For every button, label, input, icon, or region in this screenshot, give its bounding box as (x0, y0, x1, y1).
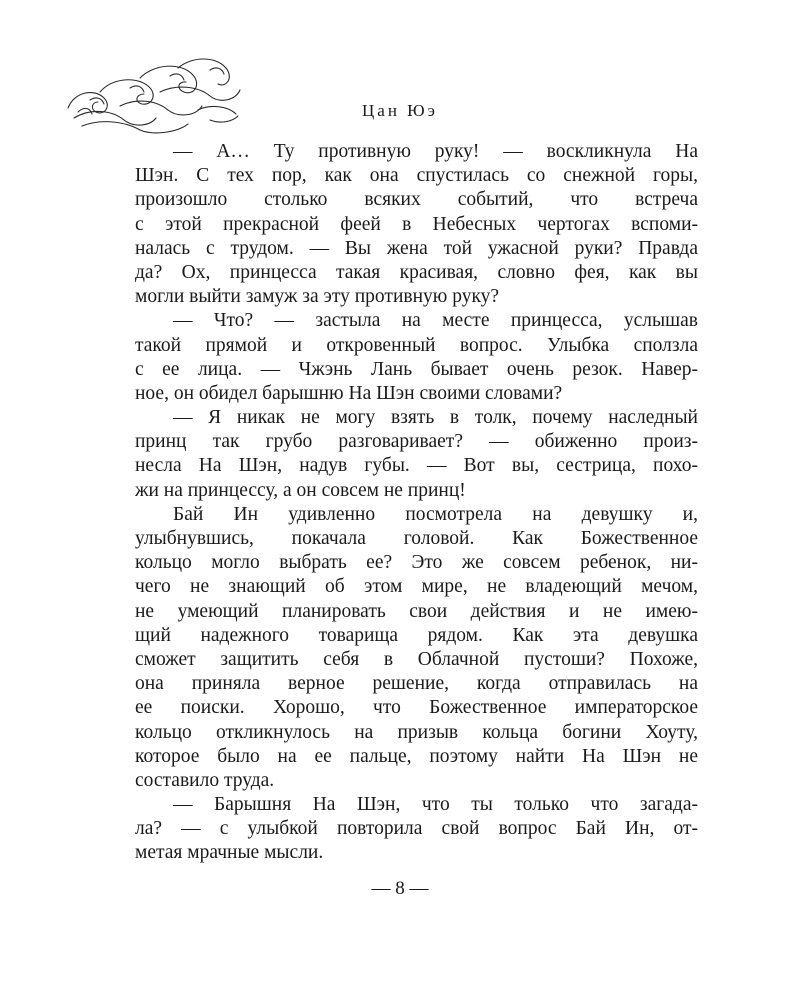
text-line: такой прямой и откровенный вопрос. Улыбка сползла (135, 334, 698, 356)
paragraph (135, 793, 698, 866)
text-line: ное, он обидел барышню На Шэн своими словами? (135, 382, 563, 404)
text-line: улыбнувшись, покачала головой. Как Божественное (135, 528, 698, 549)
running-head: Цан Юэ (362, 101, 438, 120)
text-line: Бай Ин удивленно посмотрела на девушку и, (173, 503, 698, 525)
text-line: налась с трудом. — Вы жена той ужасной руки? Правда (135, 237, 698, 259)
text-line: — А… Ту противную руку! — воскликнула На (173, 141, 698, 162)
text-line: Шэн. С тех пор, как она спустилась со снежной горы, (135, 165, 698, 187)
paragraph (135, 406, 698, 503)
text-line: которое было на ее пальце, поэтому найти На Шэн не (135, 745, 698, 767)
text-line: составило труда. (135, 769, 275, 791)
text-line: ла? — с улыбкой повторила свой вопрос Бай Ин, от- (135, 818, 698, 840)
paragraph (135, 503, 698, 793)
text-line: чего не знающий об этом мире, не владеющий мечом, (135, 576, 698, 598)
text-line: — Я никак не могу взять в толк, почему наследный (173, 407, 698, 429)
text-line: несла На Шэн, надув губы. — Вот вы, сестрица, похо- (135, 455, 698, 477)
text-line: щий надежного товарища рядом. Как эта девушка (135, 624, 698, 646)
text-line: кольцо могло выбрать ее? Это же совсем ребенок, ни- (135, 552, 698, 574)
cloud-wave-ornament-icon (60, 48, 250, 136)
text-line: кольцо откликнулось на призыв кольца богини Хоуту, (135, 721, 698, 743)
text-line: да? Ох, принцесса такая красивая, словно фея, как вы (135, 261, 698, 283)
text-line: с этой прекрасной феей в Небесных чертогах вспоми- (135, 213, 698, 235)
text-line: — Барышня На Шэн, что ты только что загада- (173, 794, 698, 816)
text-line: с ее лица. — Чжэнь Лань бывает очень резок. Навер- (135, 358, 698, 380)
text-line: жи на принцессу, а он совсем не принц! (135, 479, 466, 501)
text-line: произошло столько всяких событий, что встреча (135, 189, 698, 211)
text-line: ее поиски. Хорошо, что Божественное императорское (135, 697, 698, 719)
body-text (135, 140, 698, 866)
paragraph (135, 309, 698, 406)
text-line: метая мрачные мысли. (135, 842, 324, 864)
text-line: сможет защитить себя в Облачной пустоши? Похоже, (135, 648, 698, 670)
text-line: принц так грубо разговаривает? — обиженно произ- (135, 431, 698, 453)
paragraph (135, 140, 698, 309)
text-line: не умеющий планировать свои действия и не имею- (135, 600, 698, 622)
text-line: она приняла верное решение, когда отправилась на (135, 673, 698, 695)
text-line: могли выйти замуж за эту противную руку? (135, 286, 500, 308)
text-line: — Что? — застыла на месте принцесса, услышав (173, 310, 698, 332)
page-number: — 8 — (371, 878, 429, 899)
